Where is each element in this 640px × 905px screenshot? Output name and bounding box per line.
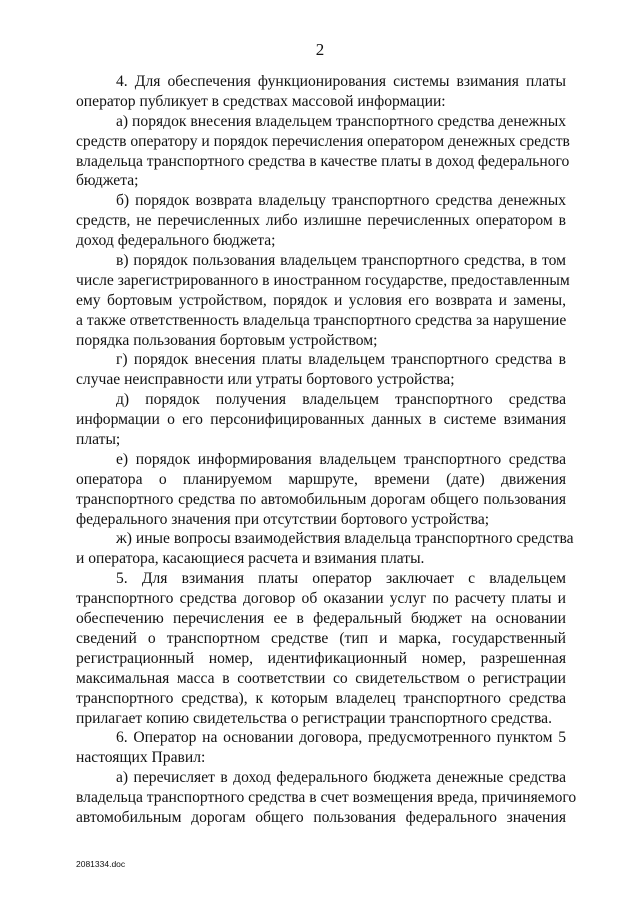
text-line: а также ответственность владельца транспортного средства за нарушение [76,311,567,329]
text-line: транспортного средства договор об оказании услуг по расчету платы и [76,590,566,608]
text-line: порядка пользования бортовым устройством; [76,331,378,349]
file-name-footer: 2081334.doc [76,859,126,869]
text-line: е) порядок информирования владельцем транспортного средства [116,450,566,468]
text-line: б) порядок возврата владельцу транспортного средства денежных [116,192,566,210]
text-line: транспортного средства по автомобильным дорогам общего пользования [76,490,566,508]
text-line: г) порядок внесения платы владельцем транспортного средства в [116,351,566,369]
text-line: 4. Для обеспечения функционирования системы взимания платы [116,73,566,90]
text-line: обеспечению перечисления ее в федеральный бюджет на основании [76,610,566,628]
text-line: случае неисправности или утраты бортового устройства; [76,371,455,389]
text-line: транспортного средства), к которым владелец транспортного средства [76,689,566,707]
text-line: а) перечисляет в доход федерального бюджета денежные средства [116,769,566,787]
text-line: информации о его персонифицированных данных в системе взимания [76,411,566,429]
text-line: в) порядок пользования владельцем транспортного средства, в том [116,252,566,270]
text-line: числе зарегистрированного в иностранном государстве, предоставленным [76,271,570,289]
text-line: владельца транспортного средства в качестве платы в доход федерального [76,152,570,170]
text-line: прилагает копию свидетельства о регистрации транспортного средства. [76,709,552,727]
text-line: владельца транспортного средства в счет возмещения вреда, причиняемого [76,789,577,807]
page-number: 2 [315,40,325,59]
text-line: д) порядок получения владельцем транспортного средства [116,391,566,409]
text-line: средств, не перечисленных либо излишне перечисленных оператором в [76,212,566,230]
text-line: а) порядок внесения владельцем транспортного средства денежных [116,112,566,130]
text-line: доход федерального бюджета; [76,232,276,250]
text-line: регистрационный номер, идентификационный номер, разрешенная [76,649,566,667]
text-line: бюджета; [76,172,139,190]
text-line: средств оператору и порядок перечисления оператором денежных средств [76,132,570,150]
text-line: ж) иные вопросы взаимодействия владельца транспортного средства [116,530,574,548]
text-line: федерального значения при отсутствии бортового устройства; [76,510,490,528]
text-line: ему бортовым устройством, порядок и условия его возврата и замены, [76,291,566,309]
text-line: оператора о планируемом маршруте, времени (дате) движения [76,470,566,488]
text-line: и оператора, касающиеся расчета и взимания платы. [76,550,425,568]
text-line: платы; [76,431,121,449]
text-line: 5. Для взимания платы оператор заключает с владельцем [116,570,566,588]
text-line: автомобильным дорогам общего пользования федерального значения [76,808,566,826]
text-line: оператор публикует в средствах массовой информации: [76,92,446,110]
text-line: сведений о транспортном средстве (тип и марка, государственный [76,629,566,647]
document-body [76,72,577,828]
text-line: 6. Оператор на основании договора, предусмотренного пунктом 5 [116,729,566,747]
text-line: максимальная масса в соответствии со свидетельством о регистрации [76,669,566,687]
text-line: настоящих Правил: [76,749,206,767]
